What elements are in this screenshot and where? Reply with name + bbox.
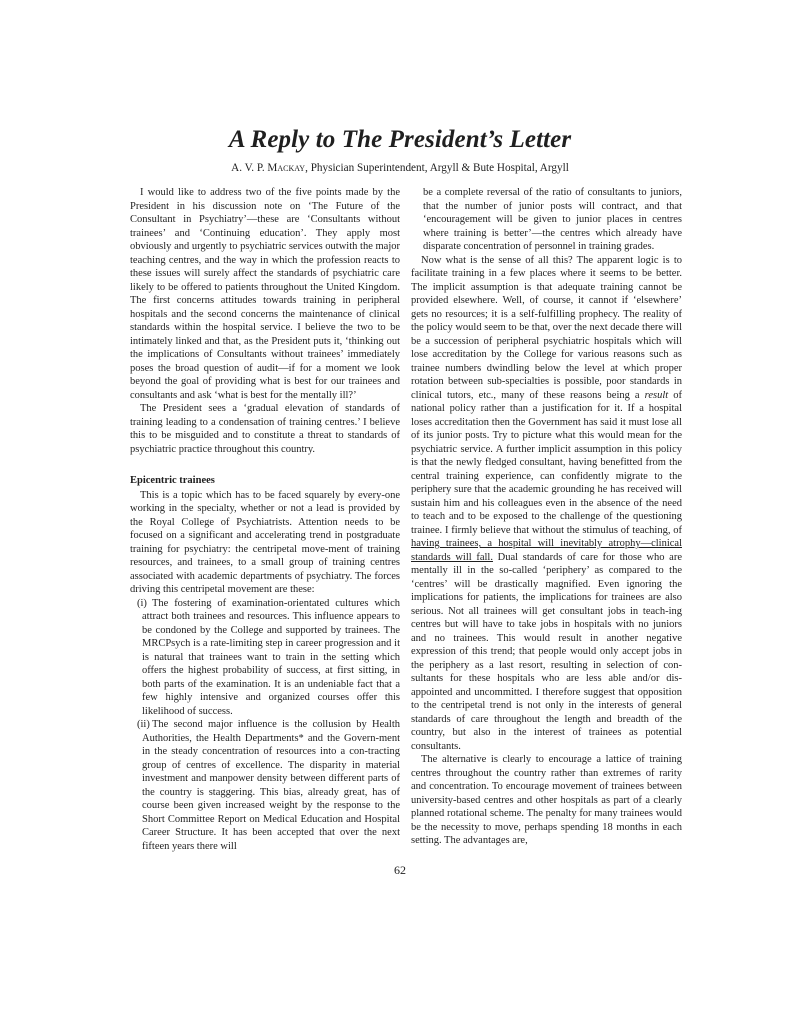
- list-item: [130, 718, 400, 853]
- paragraph: The President sees a ‘gradual elevation of standards of training leading to a condensation of training centres.’ I believe this to be misguided and to constitute a threat to standards of psychiatric practice throughout this country.: [130, 403, 400, 455]
- list-item-text: The fostering of examination-orientated cultures which attract both trainees and resources. This influence appears to be condoned by the College and supported by trainees. The MRCPsych is a rate-limiting step in career progression and it is natural that trainees want to train in the setting which offers the highest probability of success, at first sitting, in both parts of the examination. It is an undeniable fact that a few highly intensive and organized courses offer this likelihood of success.: [142, 597, 400, 717]
- paragraph: I would like to address two of the five points made by the President in his discussion note on ‘The Future of the Consultant in Psychiatry’—these are ‘Consultants without trainees’ and ‘Continuing education’. They apply most obviously and urgently to psychiatric services outwith the major teaching centres, and the way in which the profession reacts to these issues will surely affect the standards of psychiatric care likely to be offered to patients throughout the United Kingdom. The first concerns attitudes towards training in peripheral hospitals and the second concerns the maintenance of clinical standards within the hospital service. I believe the two to be intimately linked and that, as the President puts it, ‘thinking out the implications of Consultants without trainees’ immediately poses the broad question of audit—if for a moment we look beyond the goal of providing what is best for our trainees and consultants and ask ‘what is best for the mentally ill?’: [130, 187, 400, 401]
- page-title: A Reply to The President’s Letter: [228, 126, 572, 153]
- section-heading: Epicentric trainees: [130, 475, 215, 486]
- list-marker: (ii): [137, 719, 150, 730]
- author-affiliation: Physician Superintendent, Argyll & Bute Hospital, Argyll: [310, 162, 569, 174]
- paragraph-text: of national policy rather than a justification for it. If a hospital loses accreditation then the Government has said it must lose all of its junior posts. Try to picture what this would mean for the psychiatric service. A further implicit assumption in this policy is that the newly fledged consultant, having benefitted from the central training experience, can confidently migrate to the periphery sure that the academic grounding he has received will sustain him and his colleagues even in the absence of the need to teach and to be exposed to the challenge of the questioning trainee. I firmly believe that without the stimulus of teaching, of: [411, 389, 683, 536]
- page-number: 62: [394, 863, 406, 877]
- paragraph-continued: be a complete reversal of the ratio of consultants to juniors, that the number of junior posts will contract, and that ‘encouragement will be given to junior places in centres where training is better’—the centres which already have disparate concentration of personnel in training grades.: [423, 187, 682, 252]
- author-name: A. V. P. Mackay,: [231, 162, 308, 174]
- paragraph: The alternative is clearly to encourage a lattice of training centres throughout the country rather than extremes of rarity and concentration. To encourage movement of trainees between university-based centres and other hospitals as part of a clearly planned rotational scheme. The penalty for many trainees would be the necessity to move, perhaps spending 18 months in each setting. The advantages are,: [411, 754, 682, 846]
- list-marker: (i): [137, 597, 147, 609]
- italic-emphasis: result: [644, 389, 669, 401]
- paragraph-text: Dual standards of care for those who are mentally ill in the so-called ‘periphery’ as compared to the ‘centres’ will be drastically magnified. Even ignoring the implications for patients, the implications for trainees are also serious. Not all trainees will get consultant jobs in teach-ing centres but will have to take jobs in hospitals with no juniors and no trainees. This would result in another negative expression of this trend; that people would only accept jobs in the periphery as a last resort, resulting in selection of con-sultants for these hospitals who are less able and/or dis-appointed and uncommitted. I therefore suggest that opposition to the centripetal trend is not only in the interests of general standards of care throughout the length and breadth of the country, but also in the interest of trainees as potential consultants.: [411, 551, 683, 752]
- paragraph: [411, 254, 682, 754]
- list-item: [130, 597, 400, 719]
- paragraph-text: Now what is the sense of all this? The apparent logic is to facilitate training in a few places where it seems to be better. The implicit assumption is that adequate training cannot be provided elsewhere. Well, of course, it cannot if ‘elsewhere’ gets no resources; it is a self-fulfilling prophecy. The reality of the policy would seem to be that, over the next decade there will be a succession of peripheral psychiatric hospitals which will lose accreditation by the College for various reasons such as trainee numbers dwindling below the level at which proper rotation between sub-specialties is possible, poor standards in clinical tutors, etc., many of these reasons being a: [411, 254, 682, 401]
- byline: [0, 162, 800, 174]
- underlined-text: having trainees, a hospital will inevitably atrophy—clinical standards will fall.: [411, 538, 682, 563]
- right-column: [411, 186, 682, 848]
- paragraph: This is a topic which has to be faced squarely by every-one working in the specialty, whether or not a lead is provided by the Royal College of Psychiatrists. Attention needs to be focused on a significant and accelerating trend in postgraduate training for psychiatry: the centripetal move-ment of training resources, and trainees, to a small group of training centres associated with academic departments of psychiatry. The forces driving this centripetal movement are these:: [130, 489, 400, 595]
- list-item-text: The second major influence is the collusion by Health Authorities, the Health Departments* and the Govern-ment in the steady concentration of resources into a con-tracting group of centres of excellence. The disparity in material investment and manpower density between different parts of the country is staggering. This bias, already great, has of course been given increased weight by the response to the Short Committee Report on Medical Education and Hospital Career Structure. It has been accepted that over the next fifteen years there will: [142, 719, 400, 852]
- left-column: [130, 186, 400, 853]
